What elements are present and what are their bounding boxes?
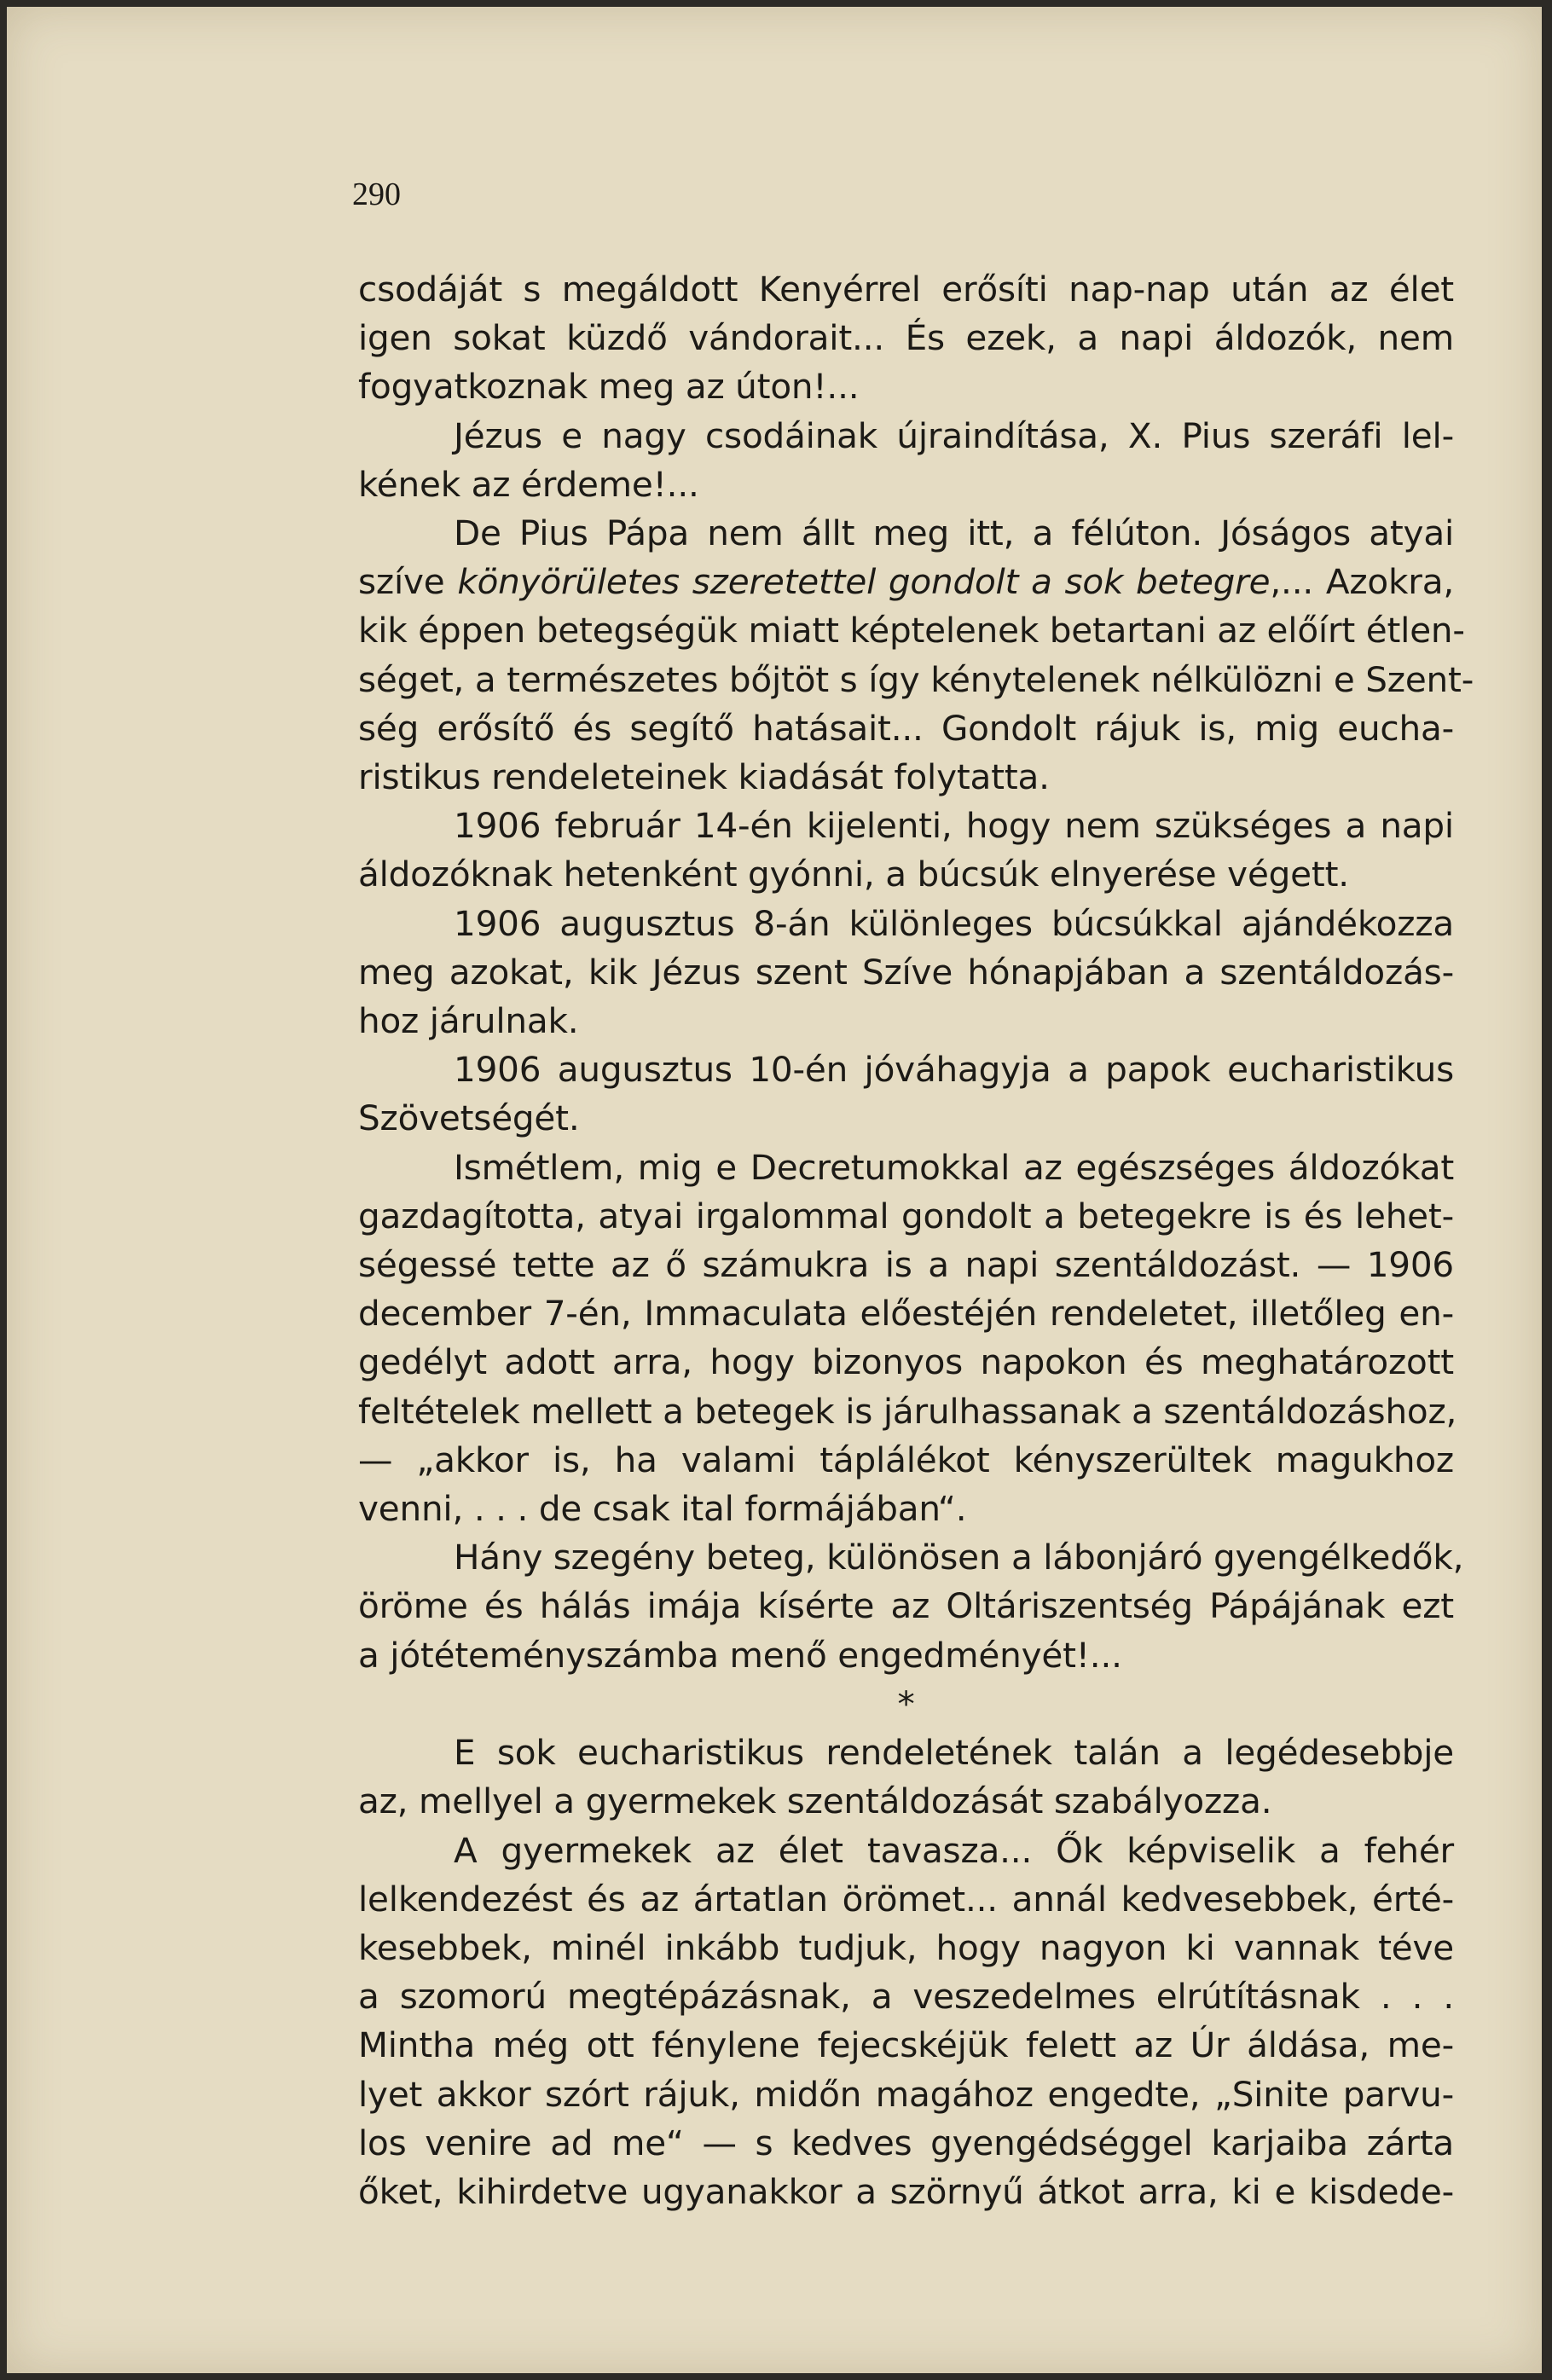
italic-text-segment: könyörületes szeretettel gondolt a sok betegre	[457, 561, 1271, 603]
text-line: Szövetségét.	[358, 1097, 580, 1139]
text-line: őket, kihirdetve ugyanakkor a szörnyű átkot arra, ki e kisdede-	[358, 2170, 1454, 2212]
text-line: hoz járulnak.	[358, 1000, 579, 1042]
text-line: 1906 február 14-én kijelenti, hogy nem szükséges a napi	[454, 805, 1454, 847]
body-text	[358, 265, 1474, 2216]
text-line-mixed	[358, 558, 1454, 606]
text-line: kik éppen betegségük miatt képtelenek betartani az előírt étlen-	[358, 610, 1465, 651]
text-line: áldozóknak hetenként gyónni, a búcsúk elnyerése végett.	[358, 854, 1349, 895]
text-line: — „akkor is, ha valami táplálékot kényszerültek magukhoz	[358, 1439, 1454, 1480]
page-number: 290	[352, 177, 401, 212]
text-line: Jézus e nagy csodáinak újraindítása, X. Pius szeráfi lel-	[454, 414, 1454, 456]
text-line: a jótéteményszámba menő engedményét!...	[358, 1634, 1122, 1676]
text-line: kének az érdeme!...	[358, 463, 699, 505]
text-line: Ismétlem, mig e Decretumokkal az egészséges áldozókat	[454, 1146, 1454, 1188]
text-segment: szíve	[358, 561, 458, 603]
text-line: feltételek mellett a betegek is járulhassanak a szentáldozáshoz,	[358, 1390, 1457, 1432]
text-line: los venire ad me“ — s kedves gyengédséggel karjaiba zárta	[358, 2122, 1454, 2163]
text-line: A gyermekek az élet tavasza... Ők képviselik a fehér	[454, 1829, 1454, 1871]
text-line: 1906 augusztus 8-án különleges búcsúkkal ajándékozza	[454, 902, 1454, 944]
text-line: ségessé tette az ő számukra is a napi szentáldozást. — 1906	[358, 1244, 1454, 1286]
text-line: gazdagította, atyai irgalommal gondolt a betegekre is és lehet-	[358, 1195, 1454, 1236]
text-line: a szomorú megtépázásnak, a veszedelmes elrútításnak . . .	[358, 1976, 1454, 2018]
text-line: csodáját s megáldott Kenyérrel erősíti nap-nap után az élet	[358, 269, 1454, 310]
text-line: lelkendezést és az ártatlan örömet... annál kedvesebbek, érté-	[358, 1878, 1454, 1920]
book-page	[7, 7, 1542, 2373]
section-separator-asterisk: *	[897, 1682, 915, 1724]
text-line: az, mellyel a gyermekek szentáldozását szabályozza.	[358, 1781, 1272, 1822]
text-line: lyet akkor szórt rájuk, midőn magához engedte, „Sinite parvu-	[358, 2073, 1454, 2115]
text-line: meg azokat, kik Jézus szent Szíve hónapjában a szentáldozás-	[358, 951, 1454, 993]
text-line: 1906 augusztus 10-én jóváhagyja a papok eucharistikus	[454, 1049, 1454, 1091]
text-line: De Pius Pápa nem állt meg itt, a félúton. Jóságos atyai	[454, 512, 1454, 554]
text-line: séget, a természetes bőjtöt s így kénytelenek nélkülözni e Szent-	[358, 658, 1474, 700]
text-line: ség erősítő és segítő hatásait... Gondolt rájuk is, mig eucha-	[358, 707, 1454, 749]
text-line: fogyatkoznak meg az úton!...	[358, 366, 860, 408]
text-line: Mintha még ott fénylene fejecskéjük felett az Úr áldása, me-	[358, 2024, 1454, 2066]
text-segment: ,... Azokra,	[1270, 561, 1454, 603]
text-line: kesebbek, minél inkább tudjuk, hogy nagyon ki vannak téve	[358, 1926, 1454, 1968]
text-line: igen sokat küzdő vándorait... És ezek, a napi áldozók, nem	[358, 317, 1454, 359]
text-line: öröme és hálás imája kísérte az Oltáriszentség Pápájának ezt	[358, 1585, 1454, 1627]
text-line: ristikus rendeleteinek kiadását folytatta.	[358, 756, 1050, 798]
text-line: E sok eucharistikus rendeletének talán a legédesebbje	[454, 1732, 1454, 1774]
text-line: december 7-én, Immaculata előestéjén rendeletet, illetőleg en-	[358, 1293, 1454, 1335]
text-line: gedélyt adott arra, hogy bizonyos napokon és meghatározott	[358, 1341, 1454, 1383]
text-line: Hány szegény beteg, különösen a lábonjáró gyengélkedők,	[454, 1537, 1464, 1578]
text-line: venni, . . . de csak ital formájában“.	[358, 1488, 967, 1530]
